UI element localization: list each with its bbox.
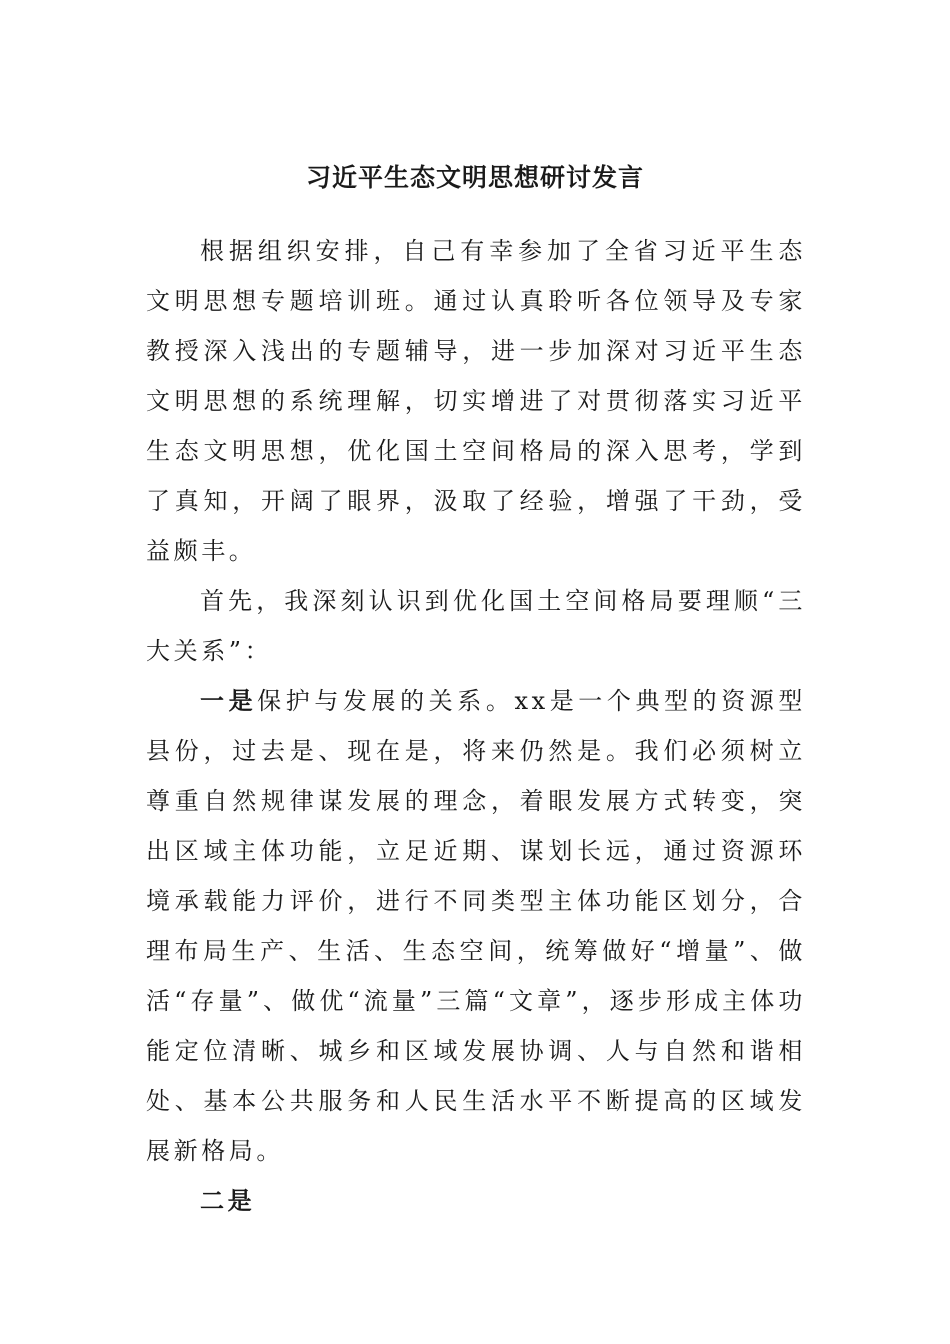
document-title: 习近平生态文明思想研讨发言	[305, 163, 644, 192]
paragraph-relation-two	[146, 1176, 806, 1226]
paragraph-lead: 一是	[200, 686, 258, 715]
paragraph-first-point	[146, 576, 806, 676]
paragraph-text: 首先，我深刻认识到优化国土空间格局要理顺“三大关系”：	[146, 587, 806, 665]
paragraph-relation-one	[146, 676, 806, 1176]
paragraph-lead: 二是	[200, 1186, 256, 1215]
document-body	[146, 226, 806, 1226]
paragraph-text: 根据组织安排，自己有幸参加了全省习近平生态文明思想专题培训班。通过认真聆听各位领导及专家教授深入浅出的专题辅导，进一步加深对习近平生态文明思想的系统理解，切实增进了对贯彻落实习近平生态文明思想，优化国土空间格局的深入思考，学到了真知，开阔了眼界，汲取了经验，增强了干劲，受益颇丰。	[146, 237, 806, 565]
paragraph-text: 保护与发展的关系。xx是一个典型的资源型县份，过去是、现在是，将来仍然是。我们必须树立尊重自然规律谋发展的理念，着眼发展方式转变，突出区域主体功能，立足近期、谋划长远，通过资源环境承载能力评价，进行不同类型主体功能区划分，合理布局生产、生活、生态空间，统筹做好“增量”、做活“存量”、做优“流量”三篇“文章”，逐步形成主体功能定位清晰、城乡和区域发展协调、人与自然和谐相处、基本公共服务和人民生活水平不断提高的区域发展新格局。	[146, 687, 806, 1165]
paragraph-intro	[146, 226, 806, 576]
